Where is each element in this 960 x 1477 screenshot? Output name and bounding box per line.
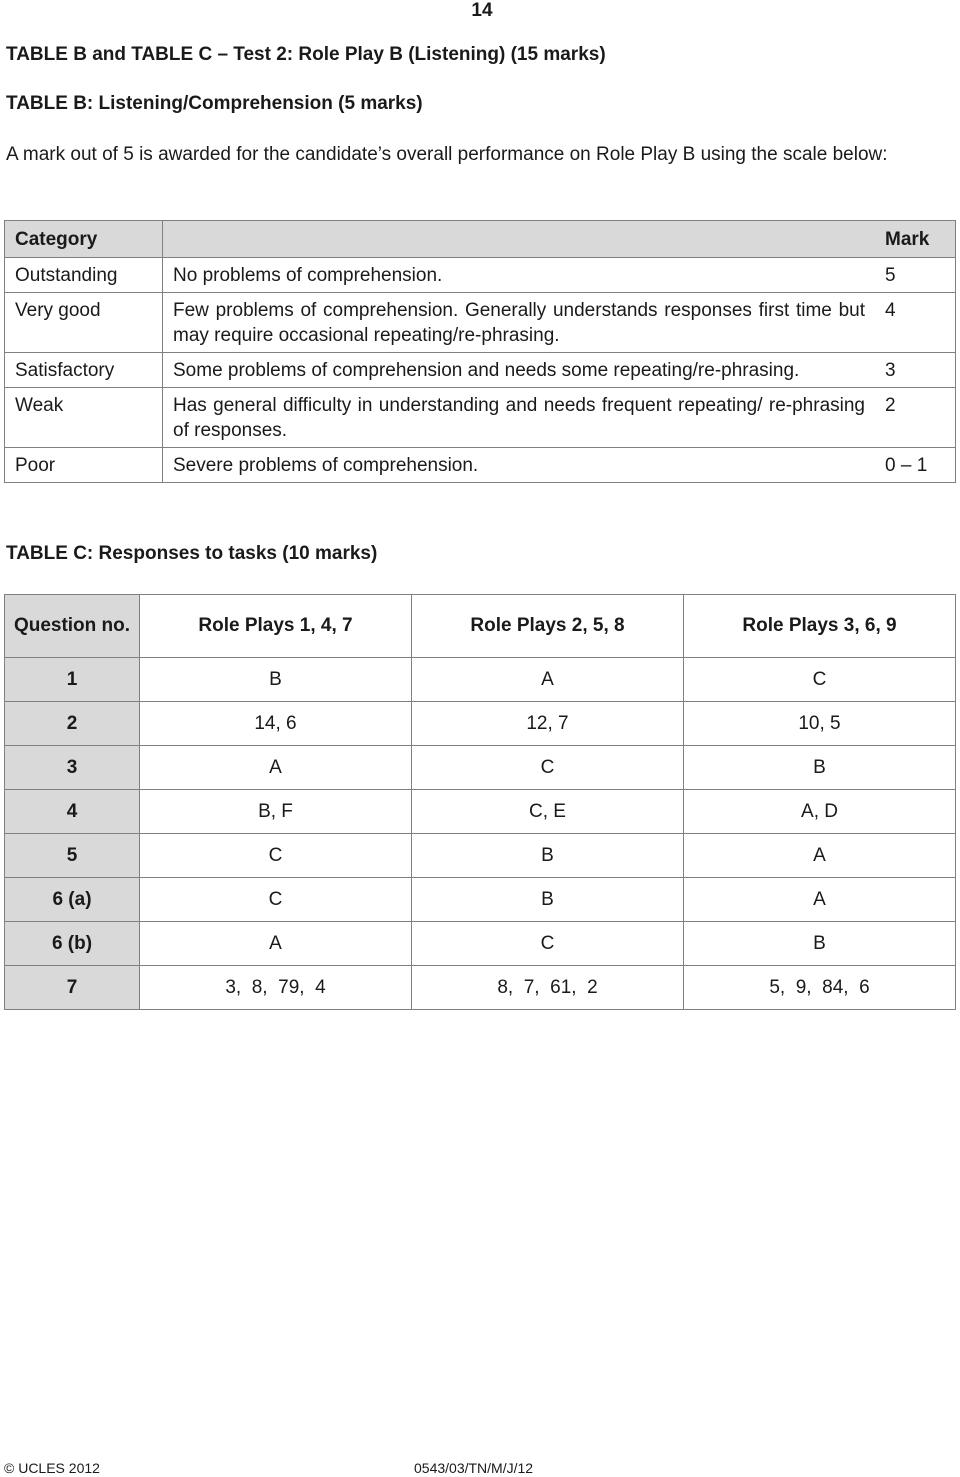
page-title: TABLE B and TABLE C – Test 2: Role Play B (Listening) (15 marks) xyxy=(6,44,606,65)
table-row xyxy=(5,702,956,746)
question-number-cell: 4 xyxy=(5,790,140,834)
table-row xyxy=(5,834,956,878)
table-row xyxy=(5,922,956,966)
table-row xyxy=(5,353,956,388)
table-b-header-row xyxy=(5,221,956,258)
mark-cell: 2 xyxy=(875,388,956,448)
table-row xyxy=(5,388,956,448)
table-row xyxy=(5,658,956,702)
description-cell: Has general difficulty in understanding and needs frequent repeating/ re-phrasing of responses. xyxy=(163,388,876,448)
header-question-no: Question no. xyxy=(5,595,140,658)
table-row xyxy=(5,448,956,483)
category-cell: Outstanding xyxy=(5,258,163,293)
description-cell: Few problems of comprehension. Generally understands responses first time but may require occasional repeating/re-phrasing. xyxy=(163,293,876,353)
answer-cell: C xyxy=(684,658,956,702)
table-row xyxy=(5,878,956,922)
mark-cell: 0 – 1 xyxy=(875,448,956,483)
description-cell: No problems of comprehension. xyxy=(163,258,876,293)
header-role-plays-2-5-8: Role Plays 2, 5, 8 xyxy=(412,595,684,658)
table-row xyxy=(5,746,956,790)
question-number-cell: 3 xyxy=(5,746,140,790)
header-category: Category xyxy=(5,221,163,258)
category-cell: Satisfactory xyxy=(5,353,163,388)
category-cell: Poor xyxy=(5,448,163,483)
answer-cell: B xyxy=(140,658,412,702)
answer-cell: C xyxy=(412,746,684,790)
answer-cell: A xyxy=(412,658,684,702)
table-b-intro: A mark out of 5 is awarded for the candidate’s overall performance on Role Play B using the scale below: xyxy=(6,144,888,165)
answer-cell: C xyxy=(412,922,684,966)
header-role-plays-1-4-7: Role Plays 1, 4, 7 xyxy=(140,595,412,658)
table-c-header-row xyxy=(5,595,956,658)
description-cell: Some problems of comprehension and needs some repeating/re-phrasing. xyxy=(163,353,876,388)
header-mark: Mark xyxy=(875,221,956,258)
answer-cell: B xyxy=(684,922,956,966)
answer-cell: C xyxy=(140,834,412,878)
category-cell: Weak xyxy=(5,388,163,448)
answer-cell: B xyxy=(412,834,684,878)
answer-cell: 3, 8, 79, 4 xyxy=(140,966,412,1010)
table-row xyxy=(5,966,956,1010)
table-row xyxy=(5,790,956,834)
table-row xyxy=(5,258,956,293)
mark-cell: 3 xyxy=(875,353,956,388)
question-number-cell: 6 (a) xyxy=(5,878,140,922)
answer-cell: 5, 9, 84, 6 xyxy=(684,966,956,1010)
answer-cell: A xyxy=(684,878,956,922)
answer-cell: A xyxy=(140,746,412,790)
answer-cell: B xyxy=(412,878,684,922)
answer-cell: A, D xyxy=(684,790,956,834)
header-description xyxy=(163,221,876,258)
answer-cell: B, F xyxy=(140,790,412,834)
category-cell: Very good xyxy=(5,293,163,353)
footer-copyright: © UCLES 2012 xyxy=(4,1460,100,1476)
page-number: 14 xyxy=(471,0,493,21)
answer-cell: B xyxy=(684,746,956,790)
table-b-heading: TABLE B: Listening/Comprehension (5 marks) xyxy=(6,93,423,114)
table-c-responses xyxy=(4,594,956,1010)
mark-cell: 5 xyxy=(875,258,956,293)
answer-cell: C, E xyxy=(412,790,684,834)
table-b-mark-scheme xyxy=(4,220,956,483)
question-number-cell: 6 (b) xyxy=(5,922,140,966)
answer-cell: C xyxy=(140,878,412,922)
mark-cell: 4 xyxy=(875,293,956,353)
answer-cell: 8, 7, 61, 2 xyxy=(412,966,684,1010)
answer-cell: 10, 5 xyxy=(684,702,956,746)
question-number-cell: 7 xyxy=(5,966,140,1010)
answer-cell: 14, 6 xyxy=(140,702,412,746)
header-role-plays-3-6-9: Role Plays 3, 6, 9 xyxy=(684,595,956,658)
description-cell: Severe problems of comprehension. xyxy=(163,448,876,483)
footer-document-code: 0543/03/TN/M/J/12 xyxy=(414,1460,534,1476)
question-number-cell: 2 xyxy=(5,702,140,746)
table-c-heading: TABLE C: Responses to tasks (10 marks) xyxy=(6,543,378,564)
table-row xyxy=(5,293,956,353)
answer-cell: A xyxy=(140,922,412,966)
question-number-cell: 1 xyxy=(5,658,140,702)
question-number-cell: 5 xyxy=(5,834,140,878)
answer-cell: A xyxy=(684,834,956,878)
answer-cell: 12, 7 xyxy=(412,702,684,746)
